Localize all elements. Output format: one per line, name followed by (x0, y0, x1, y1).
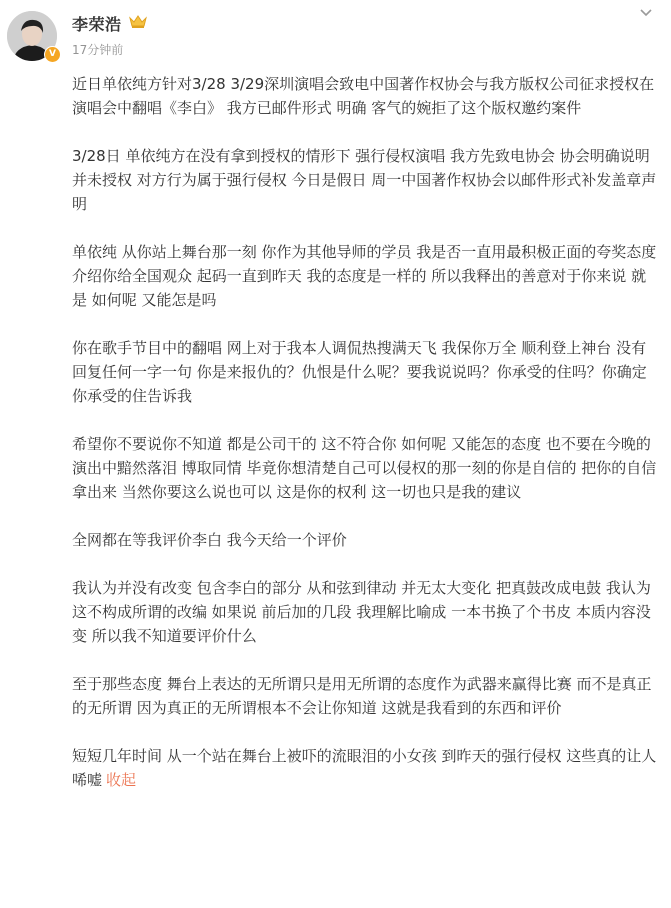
verified-badge-icon: V (44, 46, 61, 63)
crown-icon (128, 13, 148, 29)
post-paragraph: 近日单依纯方针对3/28 3/29深圳演唱会致电中国著作权协会与我方版权公司征求授权在演唱会中翻唱《李白》 我方已邮件形式 明确 客气的婉拒了这个版权邀约案件 (72, 75, 655, 117)
post-paragraph: 你在歌手节目中的翻唱 网上对于我本人调侃热搜满天飞 我保你万全 顺利登上神台 没有回复任何一字一句 你是来报仇的？仇恨是什么呢？要我说说吗？你承受的住吗？你确定你承受的住告诉我 (72, 339, 647, 405)
post-paragraph: 希望你不要说你不知道 都是公司干的 这不符合你 如何呢 又能怎的态度 也不要在今晚的演出中黯然落泪 博取同情 毕竟你想清楚自己可以侵权的那一刻的你是自信的 把你的自信拿出来 当然你要这么说也可以 这是你的权利 这一切也只是我的建议 (72, 435, 657, 501)
post-paragraph: 单依纯 从你站上舞台那一刻 你作为其他导师的学员 我是否一直用最积极正面的夸奖态度介绍你给全国观众 起码一直到昨天 我的态度是一样的 所以我释出的善意对于你来说 就是 如何呢 又能怎是吗 (72, 243, 657, 309)
post-paragraph: 3/28日 单依纯方在没有拿到授权的情形下 强行侵权演唱 我方先致电协会 协会明确说明 并未授权 对方行为属于强行侵权 今日是假日 周一中国著作权协会以邮件形式补发盖章声明 (72, 147, 657, 213)
post-content (72, 72, 660, 816)
post-header (0, 0, 671, 72)
post-paragraph: 我认为并没有改变 包含李白的部分 从和弦到律动 并无太大变化 把真鼓改成电鼓 我认为这不构成所谓的改编 如果说 前后加的几段 我理解比喻成 一本书换了个书皮 本质内容没变 所以我不知道要评价什么 (72, 579, 651, 645)
post-paragraph-text: 短短几年时间 从一个站在舞台上被吓的流眼泪的小女孩 到昨天的强行侵权 这些真的让人唏嘘 (72, 747, 657, 789)
post-paragraph: 全网都在等我评价李白 我今天给一个评价 (72, 531, 347, 549)
post-paragraph: 至于那些态度 舞台上表达的无所谓只是用无所谓的态度作为武器来赢得比赛 而不是真正的无所谓 因为真正的无所谓根本不会让你知道 这就是我看到的东西和评价 (72, 675, 652, 717)
chevron-down-icon (639, 8, 653, 18)
author-name[interactable]: 李荣浩 (72, 15, 122, 34)
post-time[interactable]: 17分钟前 (72, 43, 124, 57)
more-options-button[interactable] (639, 6, 653, 22)
collapse-link[interactable]: 收起 (106, 771, 137, 789)
post-paragraph-last (72, 744, 660, 792)
